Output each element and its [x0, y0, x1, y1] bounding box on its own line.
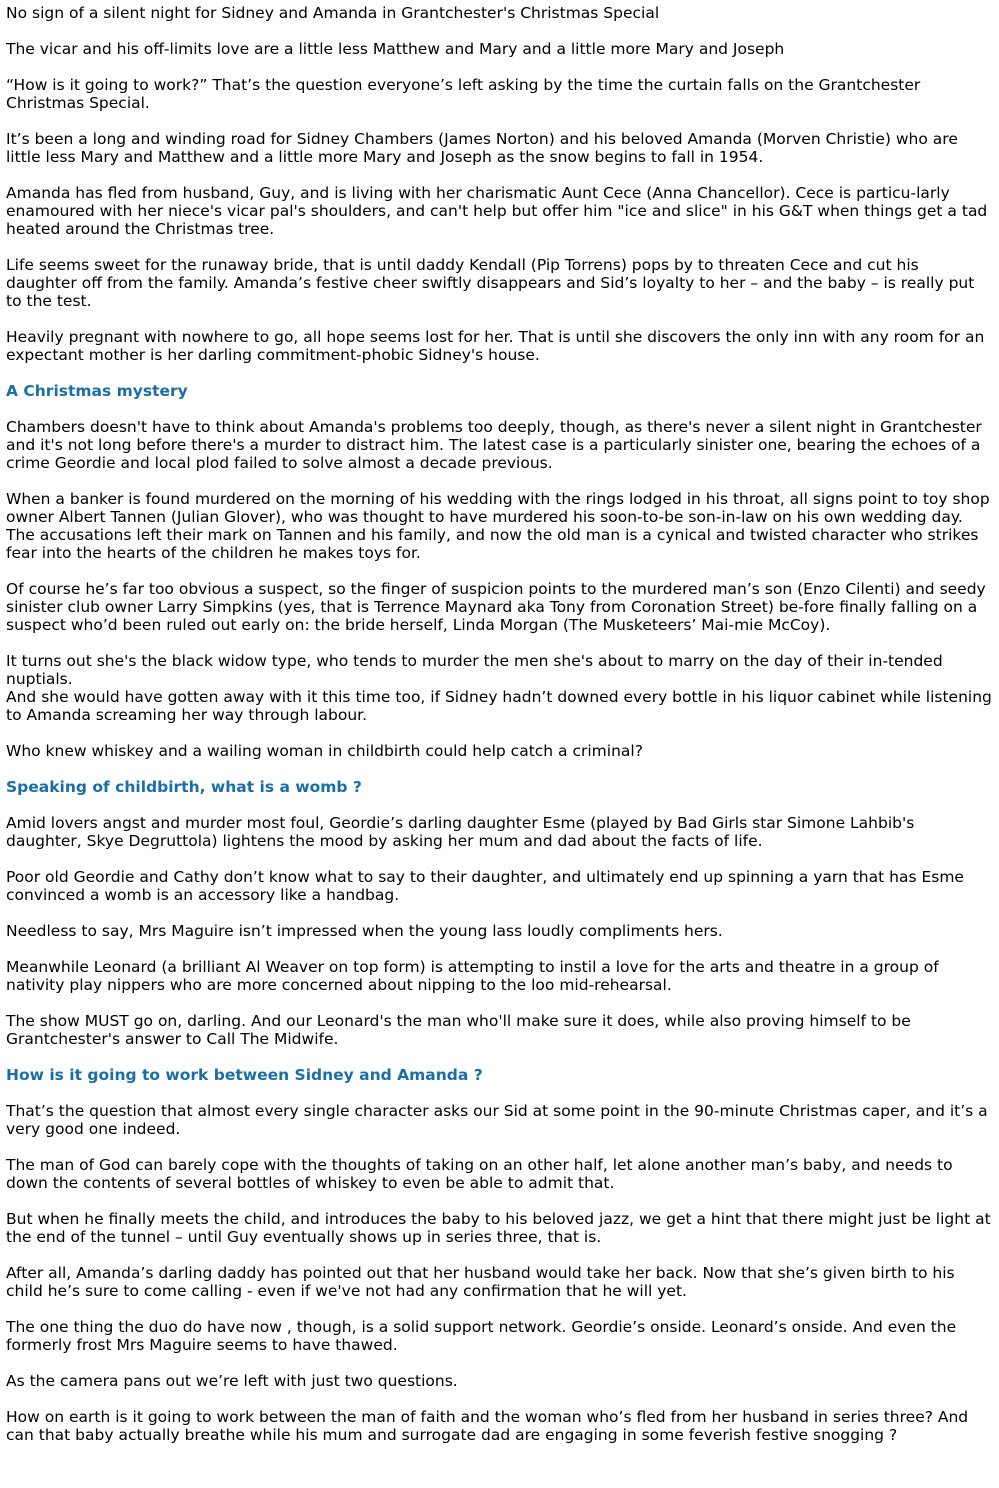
paragraph: It’s been a long and winding road for Sidney Chambers (James Norton) and his beloved Amanda (Morven Christie) who are little less Mary and Matthew and a little more Mary and Joseph as the snow begins to fall in 1954. [6, 130, 958, 166]
paragraph: But when he finally meets the child, and introduces the baby to his beloved jazz, we get a hint that there might just be light at the end of the tunnel – until Guy eventually shows up in series three, that is. [6, 1210, 991, 1246]
paragraph: Of course he’s far too obvious a suspect, so the finger of suspicion points to the murdered man’s son (Enzo Cilenti) and seedy sinister club owner Larry Simpkins (yes, that is Terrence Maynard aka Tony from Coronation Street) be-fore finally falling on a suspect who’d been ruled out early on: the bride herself, Linda Morgan (The Musketeers’ Mai-mie McCoy). [6, 580, 986, 634]
paragraph: The man of God can barely cope with the thoughts of taking on an other half, let alone another man’s baby, and needs to down the contents of several bottles of whiskey to even be able to admit that. [6, 1156, 953, 1192]
subheading-christmas-mystery: A Christmas mystery [6, 382, 188, 400]
paragraph: It turns out she's the black widow type, who tends to murder the men she's about to marry on the day of their in-tended nuptials. [6, 652, 943, 688]
paragraph: Life seems sweet for the runaway bride, that is until daddy Kendall (Pip Torrens) pops by to threaten Cece and cut his daughter off from the family. Amanda’s festive cheer swiftly disappears and Sid’s loyalty to her – and the baby – is really put to the test. [6, 256, 975, 310]
subheading-how-is-it-going-to-work: How is it going to work between Sidney and Amanda ? [6, 1066, 483, 1084]
paragraph: That’s the question that almost every single character asks our Sid at some point in the 90-minute Christmas caper, and it’s a very good one indeed. [6, 1102, 988, 1138]
paragraph: Amanda has fled from husband, Guy, and is living with her charismatic Aunt Cece (Anna Chancellor). Cece is particu-larly enamoured with her niece's vicar pal's shoulders, and can't help but offer him "ice and slice" in his G&T when things get a tad heated around the Christmas tree. [6, 184, 988, 238]
paragraph: Who knew whiskey and a wailing woman in childbirth could help catch a criminal? [6, 742, 643, 760]
paragraph: As the camera pans out we’re left with just two questions. [6, 1372, 458, 1390]
paragraph: The show MUST go on, darling. And our Leonard's the man who'll make sure it does, while also proving himself to be Grantchester's answer to Call The Midwife. [6, 1012, 911, 1048]
paragraph: After all, Amanda’s darling daddy has pointed out that her husband would take her back. Now that she’s given birth to his child he’s sure to come calling - even if we've not had any confirmation that he will yet. [6, 1264, 955, 1300]
paragraph: Amid lovers angst and murder most foul, Geordie’s darling daughter Esme (played by Bad Girls star Simone Lahbib's daughter, Skye Degruttola) lightens the mood by asking her mum and dad about the facts of life. [6, 814, 915, 850]
paragraph: The one thing the duo do have now , though, is a solid support network. Geordie’s onside. Leonard’s onside. And even the formerly frost Mrs Maguire seems to have thawed. [6, 1318, 957, 1354]
paragraph: And she would have gotten away with it this time too, if Sidney hadn’t downed every bottle in his liquor cabinet while listening to Amanda screaming her way through labour. [6, 688, 992, 724]
headline: No sign of a silent night for Sidney and Amanda in Grantchester's Christmas Special [6, 4, 660, 22]
paragraph: “How is it going to work?” That’s the question everyone’s left asking by the time the curtain falls on the Grantchester Christmas Special. [6, 76, 921, 112]
paragraph: Heavily pregnant with nowhere to go, all hope seems lost for her. That is until she discovers the only inn with any room for an expectant mother is her darling commitment-phobic Sidney's house. [6, 328, 985, 364]
paragraph: When a banker is found murdered on the morning of his wedding with the rings lodged in his throat, all signs point to toy shop owner Albert Tannen (Julian Glover), who was thought to have murdered his soon-to-be son-in-law on his own wedding day. The accusations left their mark on Tannen and his family, and now the old man is a cynical and twisted character who strikes fear into the hearts of the children he makes toys for. [6, 490, 990, 562]
paragraph: Meanwhile Leonard (a brilliant Al Weaver on top form) is attempting to instil a love for the arts and theatre in a group of nativity play nippers who are more concerned about nipping to the loo mid-rehearsal. [6, 958, 939, 994]
paragraph: Needless to say, Mrs Maguire isn’t impressed when the young lass loudly compliments hers. [6, 922, 723, 940]
standfirst: The vicar and his off-limits love are a little less Matthew and Mary and a little more Mary and Joseph [6, 40, 785, 58]
paragraph: Chambers doesn't have to think about Amanda's problems too deeply, though, as there's never a silent night in Grantchester and it's not long before there's a murder to distract him. The latest case is a particularly sinister one, bearing the echoes of a crime Geordie and local plod failed to solve almost a decade previous. [6, 418, 982, 472]
subheading-womb: Speaking of childbirth, what is a womb ? [6, 778, 362, 796]
paragraph: Poor old Geordie and Cathy don’t know what to say to their daughter, and ultimately end up spinning a yarn that has Esme convinced a womb is an accessory like a handbag. [6, 868, 964, 904]
paragraph: How on earth is it going to work between the man of faith and the woman who’s fled from her husband in series three? And can that baby actually breathe while his mum and surrogate dad are engaging in some feverish festive snogging ? [6, 1408, 969, 1444]
